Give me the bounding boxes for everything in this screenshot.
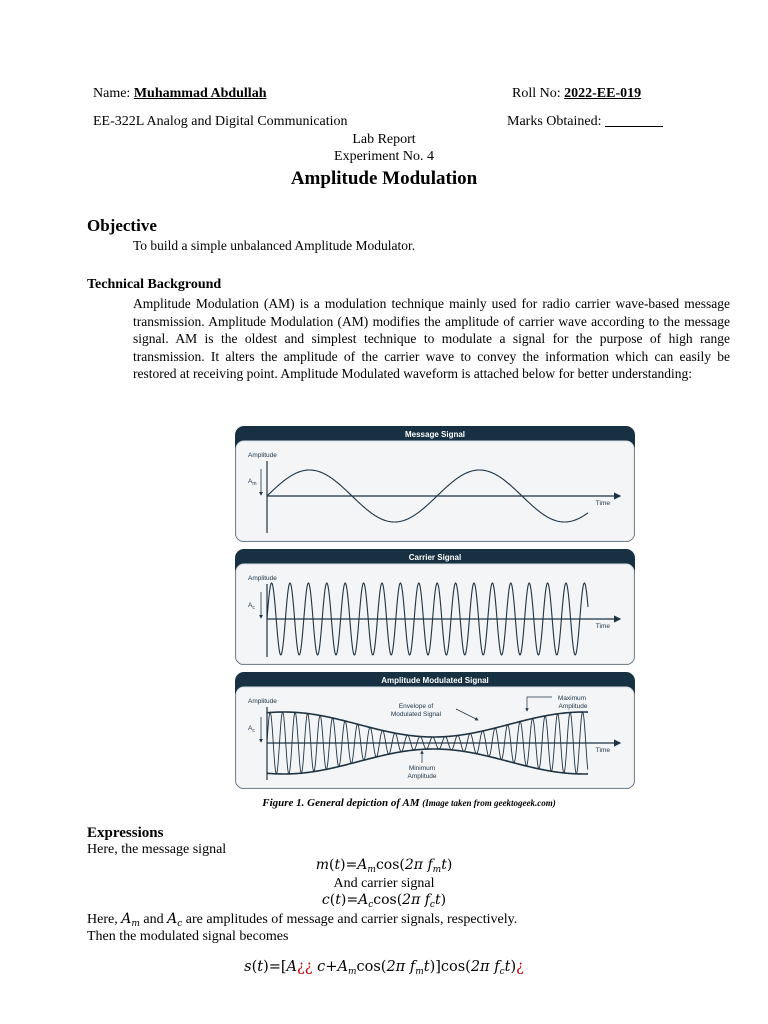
message-amp-label: $A_m$ [248,478,257,487]
max-amplitude-annotation: Maximum [557,695,587,702]
carrier-intro: And carrier signal [333,876,435,891]
carrier-signal-panel [235,549,635,665]
roll-number: 2022-EE-019 [564,86,642,101]
page-title: Amplitude Modulation [290,168,478,189]
carrier-panel-title: Carrier Signal [408,553,462,562]
name-label: Name: [93,86,131,101]
envelope-annotation: Envelope of [398,703,434,710]
course-title: EE-322L Analog and Digital Communication [93,114,348,129]
modulated-intro: Then the modulated signal becomes [87,929,289,944]
min-amplitude-annotation: Minimum [408,765,436,772]
am-signal-panel [235,672,635,789]
message-signal-panel [235,426,635,542]
marks-label: Marks Obtained: [507,114,602,129]
carrier-y-label: Amplitude [248,575,277,582]
carrier-amp-label: $A_c$ [248,602,255,611]
envelope-annotation-2: Modulated Signal [390,711,442,718]
message-equation: $m(t)=A_m\cos(2\pi$ $f_mt$) [315,857,453,875]
student-name: Muhammad Abdullah [133,86,267,101]
figure-caption [25,797,768,809]
message-x-label: Time [595,500,610,507]
name-line [93,86,267,102]
roll-label: Roll No: [512,86,561,101]
min-amplitude-annotation-2: Amplitude [407,773,437,780]
message-panel-title: Message Signal [404,430,466,439]
am-panel-title: Amplitude Modulated Signal [381,676,489,685]
roll-line [512,86,641,102]
modulated-equation: s(t)=[A¿¿ $c+A_m\cos(2\pi$ $f_mt)]\cos(2\pi$ $f_ct)¿$ [244,959,524,977]
message-y-label: Amplitude [248,452,277,459]
am-x-label: Time [595,747,610,754]
report-type: Lab Report [352,132,416,147]
figure-caption-source: (Image taken from geektogeek.com) [422,798,556,808]
amplitudes-note: Here, $A_m$ and $A_c$ are amplitudes of message and carrier signals, respectively. [87,911,518,929]
marks-line [507,114,663,130]
experiment-number: Experiment No. 4 [334,149,434,164]
figure-caption-text: Figure 1. General depiction of AM [262,797,420,809]
carrier-equation: $c(t)=A_c\cos(2\pi$ $f_ct$) [321,892,447,910]
objective-heading: Objective [87,216,157,235]
marks-blank [605,114,663,127]
am-amp-label: $A_c$ [248,725,255,734]
objective-text: To build a simple unbalanced Amplitude Modulator. [133,238,416,253]
carrier-x-label: Time [595,623,610,630]
background-heading: Technical Background [87,277,222,292]
expressions-heading: Expressions [87,825,164,841]
am-figure [234,425,637,791]
message-intro: Here, the message signal [87,842,227,857]
am-y-label: Amplitude [248,698,277,705]
background-text: Amplitude Modulation (AM) is a modulation technique mainly used for radio carrier wave-based message transmission. Amplitude Modulation (AM) modifies the amplitude of carrier wave according to the message signal. AM is the oldest and simplest technique to modulate a signal for the purpose of high range transmission. It alters the amplitude of the carrier wave to convey the information which can easily be restored at receiving point. Amplitude Modulated waveform is attached below for better understanding: [133,296,730,382]
max-amplitude-annotation-2: Amplitude [558,703,588,710]
